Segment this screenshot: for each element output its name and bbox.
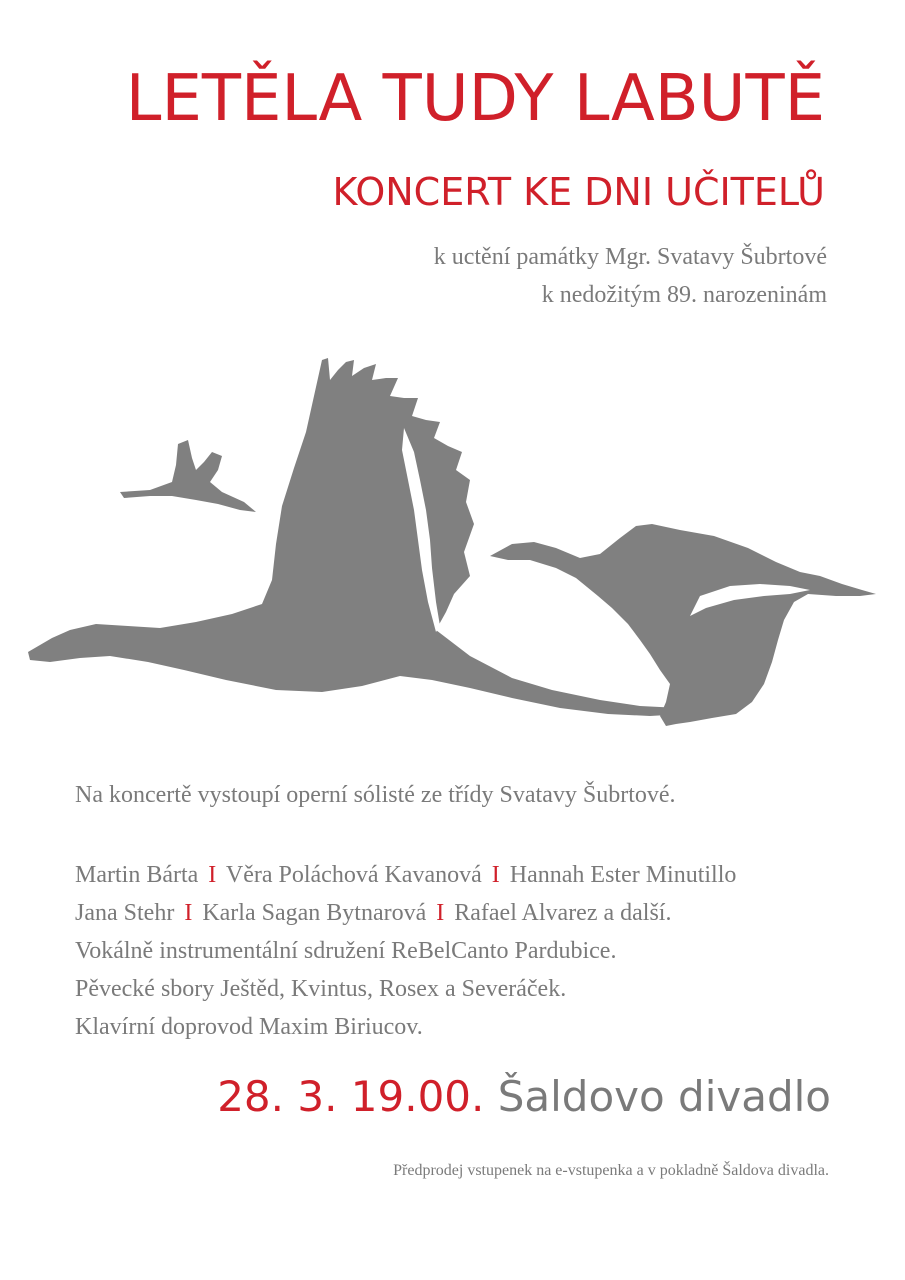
- event-date-time: 28. 3. 19.00.: [217, 1072, 485, 1121]
- dedication: [434, 238, 827, 314]
- presale-note: Předprodej vstupenek na e-vstupenka a v pokladně Šaldova divadla.: [393, 1162, 829, 1179]
- separator: I: [184, 900, 193, 926]
- choirs-line: Pěvecké sbory Ještěd, Kvintus, Rosex a Severáček.: [75, 976, 567, 1002]
- ensemble-line: Vokálně instrumentální sdružení ReBelCanto Pardubice.: [75, 938, 617, 964]
- poster-title: LETĚLA TUDY LABUTĚ: [125, 62, 825, 136]
- separator: I: [491, 862, 500, 888]
- dedication-line-1: k uctění památky Mgr. Svatavy Šubrtové: [433, 244, 827, 270]
- dedication-line-2: k nedožitým 89. narozeninám: [541, 282, 827, 308]
- performers-list: [75, 856, 736, 1046]
- event-venue: Šaldovo divadlo: [497, 1072, 831, 1121]
- event-info: [217, 1072, 831, 1121]
- poster-subtitle: KONCERT KE DNI UČITELŮ: [332, 170, 825, 214]
- soloist-name: Jana Stehr: [75, 900, 175, 926]
- soloists-row-2: [75, 894, 736, 932]
- piano-line: Klavírní doprovod Maxim Biriucov.: [75, 1014, 423, 1040]
- soloist-name: Hannah Ester Minutillo: [509, 862, 737, 888]
- separator: I: [436, 900, 445, 926]
- flying-swans-icon: [0, 340, 905, 740]
- small-swan-icon: [120, 440, 256, 512]
- program-intro: Na koncertě vystoupí operní sólisté ze třídy Svatavy Šubrtové.: [75, 782, 676, 808]
- soloists-row-1: [75, 856, 736, 894]
- soloist-name: Martin Bárta: [75, 862, 199, 888]
- soloist-name: Rafael Alvarez a další.: [454, 900, 672, 926]
- soloist-name: Karla Sagan Bytnarová: [202, 900, 427, 926]
- separator: I: [208, 862, 217, 888]
- large-swan-icon: [28, 358, 684, 716]
- soloist-name: Věra Poláchová Kavanová: [225, 862, 482, 888]
